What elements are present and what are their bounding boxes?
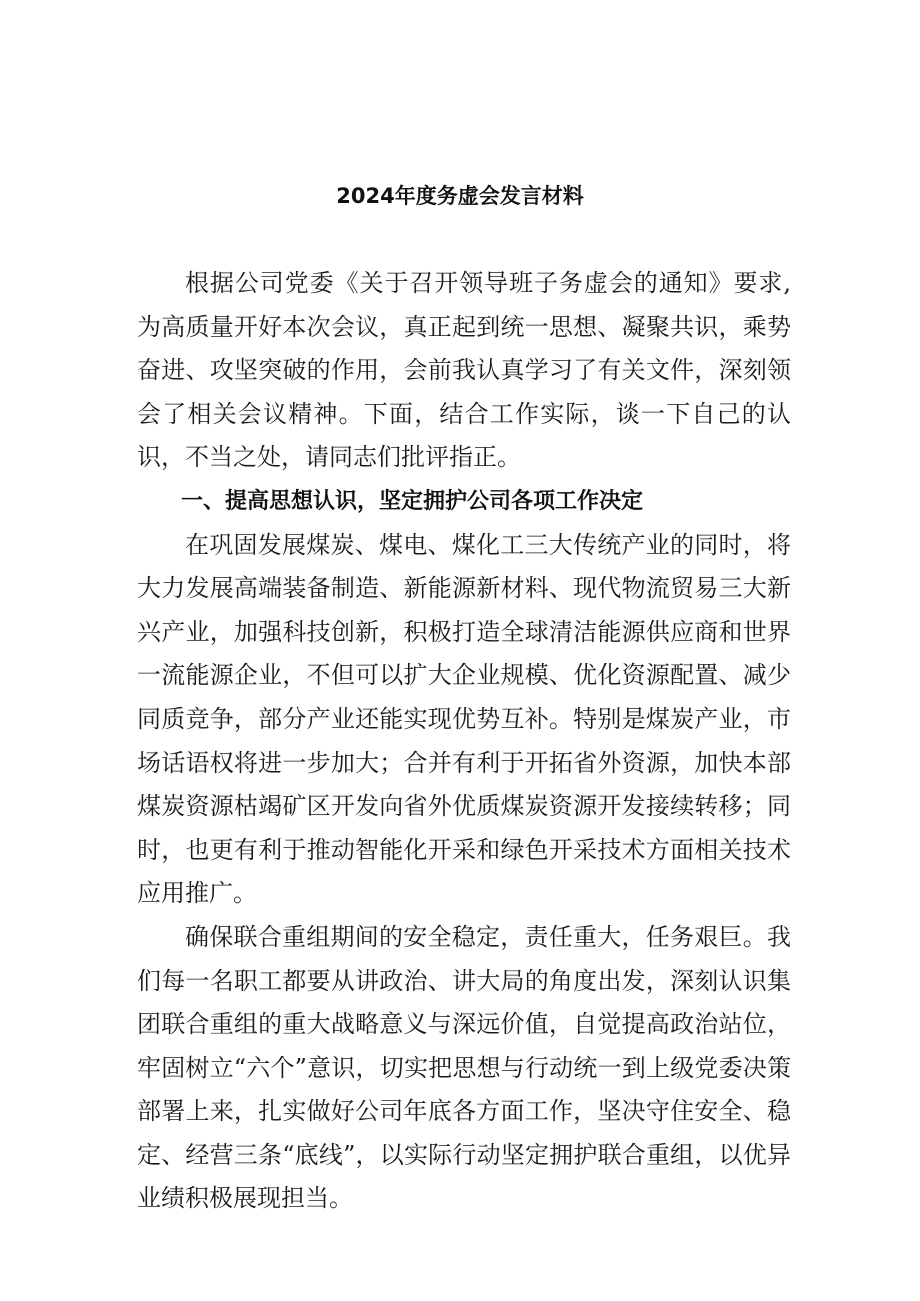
body-paragraph-2: 确保联合重组期间的安全稳定，责任重大，任务艰巨。我们每一名职工都要从讲政治、讲大局的角度出发，深刻认识集团联合重组的重大战略意义与深远价值，自觉提高政治站位，牢固树立“六个”意识，切实把思想与行动统一到上级党委决策部署上来，扎实做好公司年底各方面工作，坚决守住安全、稳定、经营三条“底线”，以实际行动坚定拥护联合重组，以优异业绩积极展现担当。 xyxy=(137,922,791,1213)
intro-paragraph: 根据公司党委《关于召开领导班子务虚会的通知》要求,为高质量开好本次会议，真正起到统一思想、凝聚共识，乘势奋进、攻坚突破的作用，会前我认真学习了有关文件，深刻领会了相关会议精神。下面，结合工作实际，谈一下自己的认识，不当之处，请同志们批评指正。 xyxy=(137,269,791,472)
section-heading: 一、提高思想认识，坚定拥护公司各项工作决定 xyxy=(181,488,644,514)
body-paragraph-1: 在巩固发展煤炭、煤电、煤化工三大传统产业的同时，将大力发展高端装备制造、新能源新材料、现代物流贸易三大新兴产业，加强科技创新，积极打造全球清洁能源供应商和世界一流能源企业，不但可以扩大企业规模、优化资源配置、减少同质竞争，部分产业还能实现优势互补。特别是煤炭产业，市场话语权将进一步加大；合并有利于开拓省外资源，加快本部煤炭资源枯竭矿区开发向省外优质煤炭资源开发接续转移；同时，也更有利于推动智能化开采和绿色开采技术方面相关技术应用推广。 xyxy=(137,530,791,908)
document-body xyxy=(137,262,791,1221)
document-title: 2024年度务虚会发言材料 xyxy=(336,184,584,208)
